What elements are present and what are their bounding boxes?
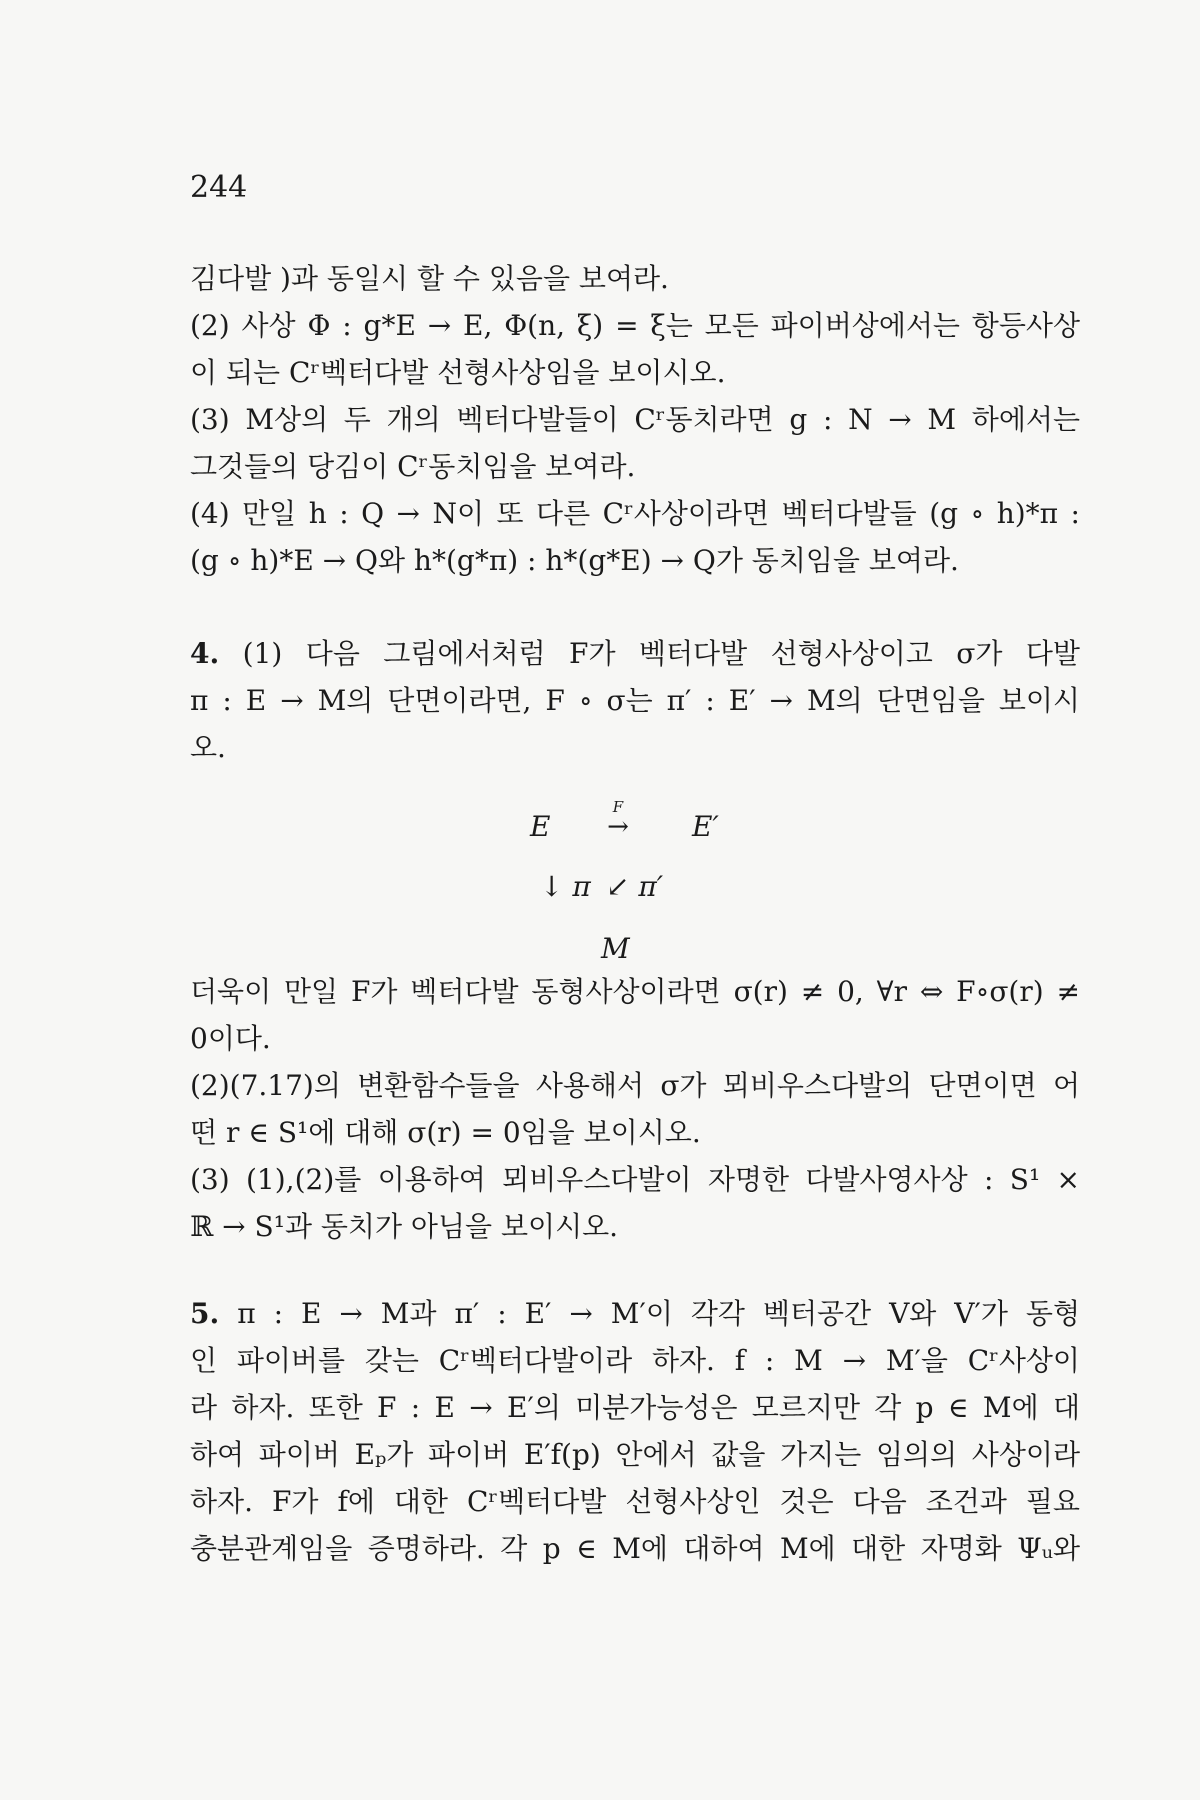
problem-4 <box>190 630 1080 771</box>
problem-number: 5. <box>190 1297 220 1330</box>
text-line: 이 되는 Cʳ벡터다발 선형사상임을 보이시오. <box>190 356 726 389</box>
diagram-source: E <box>530 810 551 843</box>
text-line: ℝ → S¹과 동치가 아님을 보이시오. <box>190 1210 619 1243</box>
problem-5 <box>190 1290 1080 1572</box>
text-line: 0이다. <box>190 1022 271 1055</box>
text-line <box>190 630 1080 677</box>
problem-text: (1) 다음 그림에서처럼 F가 벡터다발 선형사상이고 σ가 다발 <box>242 637 1080 670</box>
problem-text: π : E → M과 π′ : E′ → M′이 각각 벡터공간 V와 V′가 동형 <box>237 1297 1080 1330</box>
text-line: 하자. F가 f에 대한 Cʳ벡터다발 선형사상인 것은 다음 조건과 필요 <box>190 1485 1080 1518</box>
text-line: 오. <box>190 731 226 764</box>
text-line: 그것들의 당김이 Cʳ동치임을 보여라. <box>190 450 636 483</box>
text-line: 인 파이버를 갖는 Cʳ벡터다발이라 하자. f : M → M′을 Cʳ사상이 <box>190 1344 1080 1377</box>
text-line: 하여 파이버 Eₚ가 파이버 E′f(p) 안에서 값을 가지는 임의의 사상이라 <box>190 1438 1080 1471</box>
text-line: (3) M상의 두 개의 벡터다발들이 Cʳ동치라면 g : N → M 하에서는 <box>190 403 1080 436</box>
diagram-target: E′ <box>692 810 719 843</box>
text-line: π : E → M의 단면이라면, F ∘ σ는 π′ : E′ → M의 단면임을 보이시 <box>190 684 1080 717</box>
diagram-base: M <box>601 932 630 965</box>
text-line: 라 하자. 또한 F : E → E′의 미분가능성은 모르지만 각 p ∈ M에 대 <box>190 1391 1080 1424</box>
problem-number: 4. <box>190 637 220 670</box>
diagram-arrow <box>598 798 638 842</box>
arrow-right-icon: → <box>607 812 629 842</box>
text-line: 떤 r ∈ S¹에 대해 σ(r) = 0임을 보이시오. <box>190 1116 701 1149</box>
diagram-diagonal-map: ↙ π′ <box>606 870 664 903</box>
text-line: 더욱이 만일 F가 벡터다발 동형사상이라면 σ(r) ≠ 0, ∀r ⇔ F∘σ(r) ≠ <box>190 975 1080 1008</box>
page-number: 244 <box>190 170 248 205</box>
exercise-continuation <box>190 255 1080 584</box>
diagram-down-map: ↓ π <box>540 870 591 903</box>
text-line: 김다발 )과 동일시 할 수 있음을 보여라. <box>190 262 669 295</box>
text-line: (3) (1),(2)를 이용하여 뫼비우스다발이 자명한 다발사영사상 : S¹ × <box>190 1163 1080 1196</box>
diagram-arrow-label: F <box>612 798 624 816</box>
problem-4-continuation <box>190 968 1080 1250</box>
text-line: (g ∘ h)*E → Q와 h*(g*π) : h*(g*E) → Q가 동치임을 보여라. <box>190 544 959 577</box>
text-line: 충분관계임을 증명하라. 각 p ∈ M에 대하여 M에 대한 자명화 Ψᵤ와 <box>190 1532 1080 1565</box>
text-line: (2) 사상 Φ : g*E → E, Φ(n, ξ) = ξ는 모든 파이버상에서는 항등사상 <box>190 309 1080 342</box>
text-line <box>190 1290 1080 1337</box>
text-line: (4) 만일 h : Q → N이 또 다른 Cʳ사상이라면 벡터다발들 (g ∘ h)*π : <box>190 497 1080 530</box>
text-line: (2)(7.17)의 변환함수들을 사용해서 σ가 뫼비우스다발의 단면이면 어 <box>190 1069 1080 1102</box>
